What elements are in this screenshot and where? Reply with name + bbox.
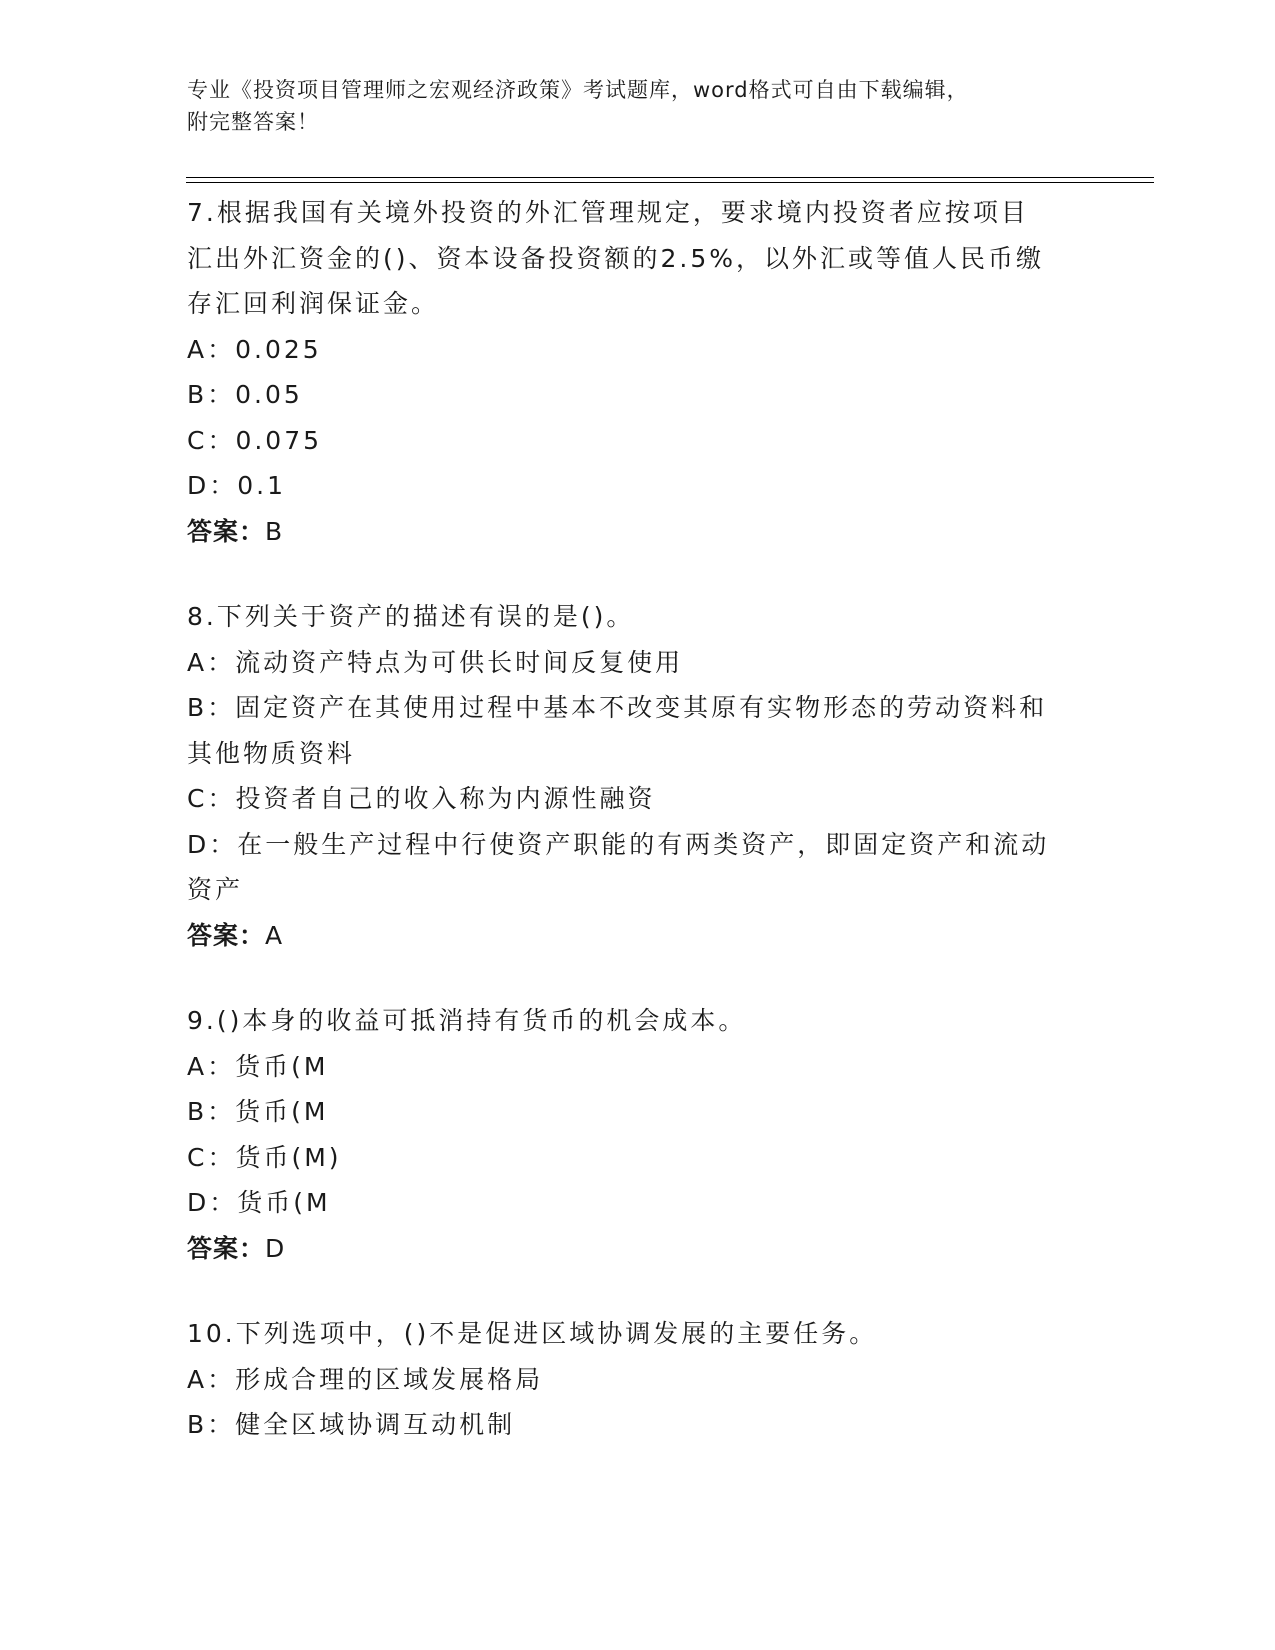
option-a: A：形成合理的区域发展格局 [187,1364,544,1394]
question-9 [187,998,1087,1271]
question-stem-line: 汇出外汇资金的()、资本设备投资额的2.5%，以外汇或等值人民币缴 [187,243,1045,273]
option-a: A：流动资产特点为可供长时间反复使用 [187,647,684,677]
document-header [187,74,1067,138]
option-b-continued: 其他物质资料 [187,738,356,768]
question-stem-line: 7.根据我国有关境外投资的外汇管理规定，要求境内投资者应按项目 [187,198,1029,227]
option-d: D：0.1 [187,471,287,500]
option-b: B：货币(M [187,1097,329,1126]
answer-line [187,1226,1087,1272]
header-divider-top [186,177,1154,178]
question-10 [187,1311,1087,1448]
answer-value: A [265,920,284,950]
question-stem-line: 存汇回利润保证金。 [187,289,440,318]
question-8 [187,594,1087,958]
option-d: D：货币(M [187,1188,331,1217]
option-a: A：0.025 [187,334,322,364]
option-b: B：固定资产在其使用过程中基本不改变其原有实物形态的劳动资料和 [187,693,1048,722]
option-c: C：货币(M) [187,1142,342,1172]
question-list [187,190,1087,1488]
option-b: B：0.05 [187,380,303,409]
answer-value: D [265,1233,286,1263]
answer-line [187,509,1087,555]
question-stem-line: 9.()本身的收益可抵消持有货币的机会成本。 [187,1006,747,1035]
question-stem-line: 10.下列选项中，()不是促进区域协调发展的主要任务。 [187,1319,878,1348]
question-stem-line: 8.下列关于资产的描述有误的是()。 [187,602,635,631]
option-b: B：健全区域协调互动机制 [187,1410,516,1439]
option-a: A：货币(M [187,1051,329,1081]
option-d-continued: 资产 [187,875,244,904]
answer-label: 答案： [187,920,266,950]
option-d: D：在一般生产过程中行使资产职能的有两类资产，即固定资产和流动 [187,829,1050,859]
option-c: C：投资者自己的收入称为内源性融资 [187,784,656,813]
answer-line [187,913,1087,959]
answer-label: 答案： [187,516,266,546]
header-line-1: 专业《投资项目管理师之宏观经济政策》考试题库，word格式可自由下载编辑， [187,78,969,102]
answer-label: 答案： [187,1233,266,1263]
question-7 [187,190,1087,554]
header-line-2: 附完整答案！ [187,110,319,134]
header-divider-bottom [186,182,1154,183]
answer-value: B [265,516,284,546]
option-c: C：0.075 [187,425,323,455]
